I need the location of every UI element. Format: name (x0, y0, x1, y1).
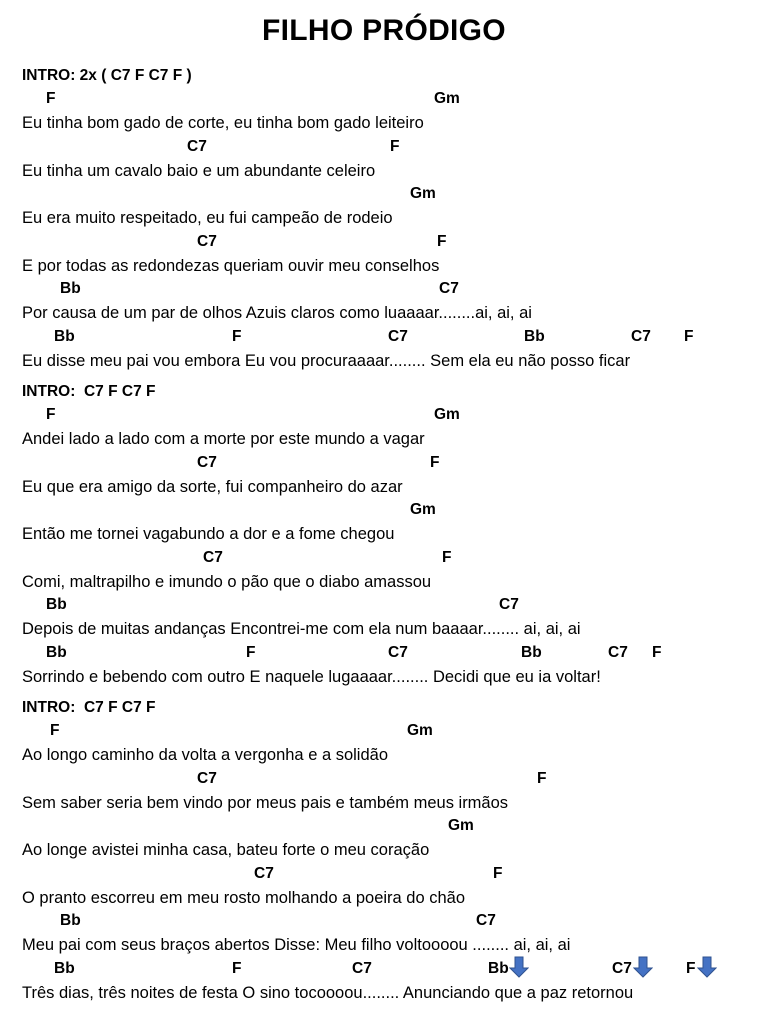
chord-label: F (652, 643, 662, 661)
lyric-line: E por todas as redondezas queriam ouvir meu conselhos (22, 256, 440, 275)
chord-label: F (537, 769, 547, 787)
chord-label: Bb (46, 596, 67, 613)
chord-label: C7 (631, 327, 651, 345)
chord-label: C7 (388, 327, 408, 345)
chord-label: F (442, 548, 452, 566)
chord-label: Gm (410, 185, 436, 202)
chord-label: F (430, 453, 440, 471)
lyric-line: Meu pai com seus braços abertos Disse: Meu filho voltoooou ........ ai, ai, ai (22, 936, 571, 954)
chord-label: Gm (407, 722, 433, 739)
chord-label: C7 (352, 959, 372, 977)
lyric-line: Eu tinha bom gado de corte, eu tinha bom gado leiteiro (22, 114, 424, 132)
lyric-line: Eu disse meu pai vou embora Eu vou procuraaaar........ Sem ela eu não posso ficar (22, 351, 631, 370)
chord-label: C7 (612, 959, 632, 977)
chord-label: C7 (608, 643, 628, 661)
down-arrow-icon (633, 956, 653, 978)
chord-label: Bb (46, 643, 67, 661)
lyric-line: Eu que era amigo da sorte, fui companheiro do azar (22, 477, 403, 496)
lyric-line: Sorrindo e bebendo com outro E naquele lugaaaar........ Decidi que eu ia voltar! (22, 667, 601, 686)
chord-label: C7 (197, 453, 217, 471)
chord-label: Bb (60, 912, 81, 929)
lyric-line: Eu tinha um cavalo baio e um abundante celeiro (22, 161, 376, 180)
lyric-line: Três dias, três noites de festa O sino tocoooou........ Anunciando que a paz retornou (22, 983, 634, 1002)
chord-label: Bb (524, 327, 545, 345)
lyric-line: Ao longe avistei minha casa, bateu forte o meu coração (22, 841, 430, 859)
chord-label: F (46, 90, 56, 107)
lyric-line: Sem saber seria bem vindo por meus pais e também meus irmãos (22, 793, 509, 812)
chord-label: Gm (434, 90, 460, 107)
chord-label: C7 (439, 280, 459, 297)
chord-label: F (437, 232, 447, 250)
chord-label: Gm (448, 817, 474, 834)
chord-label: C7 (197, 232, 217, 250)
chord-label: Bb (488, 959, 509, 977)
chord-label: Bb (54, 959, 75, 977)
chord-label: Gm (410, 501, 436, 518)
chord-label: C7 (254, 864, 274, 882)
chord-label: Bb (60, 280, 81, 297)
lyric-line: Por causa de um par de olhos Azuis claros como luaaaar........ai, ai, ai (22, 304, 532, 322)
lyric-line: Comi, maltrapilho e imundo o pão que o diabo amassou (22, 572, 432, 591)
intro-line: INTRO: C7 F C7 F (22, 383, 156, 400)
lyric-line: Andei lado a lado com a morte por este mundo a vagar (22, 430, 425, 448)
lyric-line: Eu era muito respeitado, eu fui campeão de rodeio (22, 209, 393, 227)
song-title: FILHO PRÓDIGO (262, 14, 506, 47)
chord-label: Bb (521, 643, 542, 661)
chord-label: F (684, 327, 694, 345)
chord-label: C7 (203, 548, 223, 566)
chord-label: F (246, 643, 256, 661)
down-arrow-icon (509, 956, 529, 978)
chord-label: F (232, 327, 242, 345)
chord-label: Gm (434, 406, 460, 423)
intro-line: INTRO: 2x ( C7 F C7 F ) (22, 67, 192, 84)
chord-label: C7 (197, 769, 217, 787)
chord-label: F (232, 959, 242, 977)
chord-label: C7 (476, 912, 496, 929)
chord-label: C7 (187, 137, 207, 155)
intro-line: INTRO: C7 F C7 F (22, 699, 156, 716)
chord-label: F (50, 722, 60, 739)
chord-label: F (46, 406, 56, 423)
chord-label: C7 (499, 596, 519, 613)
lyric-line: Então me tornei vagabundo a dor e a fome chegou (22, 525, 395, 543)
chord-label: Bb (54, 327, 75, 345)
down-arrow-icon (697, 956, 717, 978)
chord-label: F (390, 137, 400, 155)
lyric-line: Depois de muitas andanças Encontrei-me com ela num baaaar........ ai, ai, ai (22, 620, 581, 638)
chord-label: C7 (388, 643, 408, 661)
lyric-line: O pranto escorreu em meu rosto molhando a poeira do chão (22, 888, 466, 907)
lyric-line: Ao longo caminho da volta a vergonha e a solidão (22, 746, 389, 764)
chord-label: F (686, 959, 696, 977)
chord-label: F (493, 864, 503, 882)
